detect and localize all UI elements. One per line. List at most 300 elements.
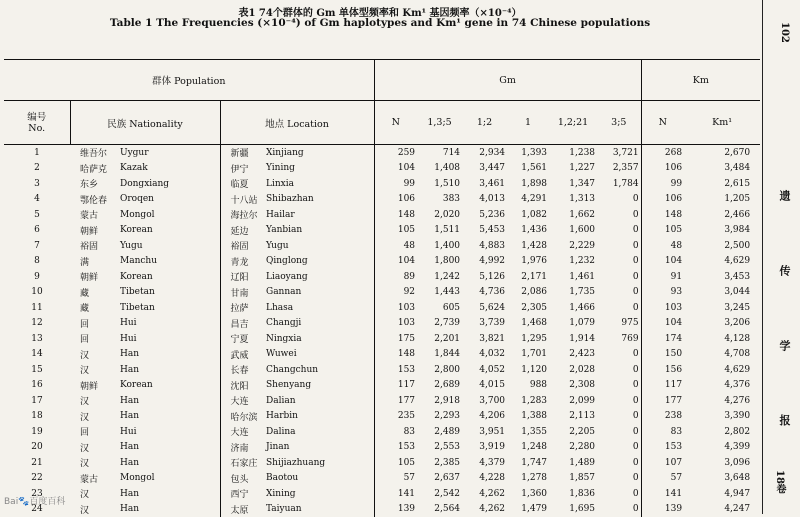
cell-freq-1-2-21: 1,466 bbox=[549, 300, 597, 316]
cell-n-km: 139 bbox=[641, 502, 684, 517]
cell-freq-1-2: 4,736 bbox=[462, 285, 507, 301]
cell-freq-1: 1,428 bbox=[507, 238, 549, 254]
cell-row-no: 16 bbox=[4, 378, 70, 394]
cell-freq-km1: 4,708 bbox=[684, 347, 760, 363]
header-gm: Gm bbox=[374, 60, 641, 101]
cell-nationality-cn: 东乡 bbox=[70, 176, 118, 192]
cell-nationality-cn: 回 bbox=[70, 331, 118, 347]
cell-n-gm: 235 bbox=[374, 409, 417, 425]
cell-freq-3-5: 0 bbox=[597, 471, 641, 487]
cell-nationality-cn: 汉 bbox=[70, 486, 118, 502]
cell-nationality-en: Han bbox=[118, 393, 220, 409]
cell-location-en: Taiyuan bbox=[264, 502, 374, 517]
cell-row-no: 24 bbox=[4, 502, 70, 517]
cell-freq-3-5: 769 bbox=[597, 331, 641, 347]
cell-freq-1-2: 3,700 bbox=[462, 393, 507, 409]
cell-nationality-en: Han bbox=[118, 455, 220, 471]
cell-freq-1-2-21: 1,347 bbox=[549, 176, 597, 192]
table-row bbox=[4, 440, 760, 456]
cell-n-gm: 103 bbox=[374, 316, 417, 332]
cell-freq-3-5: 0 bbox=[597, 455, 641, 471]
table-row bbox=[4, 424, 760, 440]
table-row bbox=[4, 300, 760, 316]
header-haplotype-1: 1 bbox=[507, 101, 549, 145]
cell-freq-3-5: 0 bbox=[597, 238, 641, 254]
cell-freq-1-2-21: 2,028 bbox=[549, 362, 597, 378]
cell-freq-1: 1,898 bbox=[507, 176, 549, 192]
cell-freq-1-3-5: 2,385 bbox=[417, 455, 462, 471]
cell-freq-1-3-5: 1,511 bbox=[417, 223, 462, 239]
cell-n-gm: 259 bbox=[374, 145, 417, 161]
cell-freq-1: 1,479 bbox=[507, 502, 549, 517]
cell-nationality-en: Han bbox=[118, 486, 220, 502]
page-divider bbox=[762, 0, 763, 514]
cell-location-en: Shijiazhuang bbox=[264, 455, 374, 471]
cell-n-gm: 105 bbox=[374, 455, 417, 471]
cell-freq-km1: 3,648 bbox=[684, 471, 760, 487]
cell-freq-km1: 3,453 bbox=[684, 269, 760, 285]
cell-row-no: 4 bbox=[4, 192, 70, 208]
cell-n-gm: 105 bbox=[374, 223, 417, 239]
header-km1: Km¹ bbox=[684, 101, 760, 145]
cell-freq-3-5: 0 bbox=[597, 347, 641, 363]
cell-location-en: Yining bbox=[264, 161, 374, 177]
cell-n-km: 148 bbox=[641, 207, 684, 223]
cell-freq-1-2: 3,951 bbox=[462, 424, 507, 440]
cell-freq-km1: 2,670 bbox=[684, 145, 760, 161]
cell-n-gm: 104 bbox=[374, 254, 417, 270]
cell-location-cn: 武威 bbox=[220, 347, 264, 363]
cell-freq-1-2: 4,015 bbox=[462, 378, 507, 394]
cell-nationality-cn: 回 bbox=[70, 424, 118, 440]
cell-n-gm: 139 bbox=[374, 502, 417, 517]
cell-nationality-en: Tibetan bbox=[118, 285, 220, 301]
cell-n-gm: 177 bbox=[374, 393, 417, 409]
table-row bbox=[4, 238, 760, 254]
cell-row-no: 1 bbox=[4, 145, 70, 161]
cell-n-gm: 83 bbox=[374, 424, 417, 440]
cell-n-km: 99 bbox=[641, 176, 684, 192]
cell-nationality-cn: 藏 bbox=[70, 300, 118, 316]
header-nationality: 民族 Nationality bbox=[70, 101, 220, 145]
cell-n-km: 141 bbox=[641, 486, 684, 502]
cell-freq-1: 2,086 bbox=[507, 285, 549, 301]
cell-n-gm: 99 bbox=[374, 176, 417, 192]
table-row bbox=[4, 192, 760, 208]
table-row bbox=[4, 176, 760, 192]
table-row bbox=[4, 161, 760, 177]
cell-freq-3-5: 0 bbox=[597, 269, 641, 285]
cell-n-gm: 103 bbox=[374, 300, 417, 316]
cell-nationality-cn: 汉 bbox=[70, 409, 118, 425]
journal-title: 遗 传 学 报 bbox=[770, 190, 792, 456]
cell-freq-km1: 3,484 bbox=[684, 161, 760, 177]
cell-freq-1-2-21: 2,280 bbox=[549, 440, 597, 456]
cell-freq-1-3-5: 2,918 bbox=[417, 393, 462, 409]
cell-freq-1: 1,701 bbox=[507, 347, 549, 363]
cell-freq-1-2-21: 1,914 bbox=[549, 331, 597, 347]
cell-freq-1-2: 5,236 bbox=[462, 207, 507, 223]
table-row bbox=[4, 409, 760, 425]
cell-freq-1: 4,291 bbox=[507, 192, 549, 208]
cell-freq-1-2: 4,206 bbox=[462, 409, 507, 425]
cell-location-cn: 裕固 bbox=[220, 238, 264, 254]
cell-freq-km1: 4,629 bbox=[684, 254, 760, 270]
cell-freq-1-2: 3,739 bbox=[462, 316, 507, 332]
cell-n-gm: 141 bbox=[374, 486, 417, 502]
cell-freq-1-2-21: 2,423 bbox=[549, 347, 597, 363]
cell-freq-1-2-21: 1,227 bbox=[549, 161, 597, 177]
cell-freq-1-2-21: 2,113 bbox=[549, 409, 597, 425]
cell-freq-1-2: 4,262 bbox=[462, 486, 507, 502]
cell-row-no: 23 bbox=[4, 486, 70, 502]
cell-location-en: Xinjiang bbox=[264, 145, 374, 161]
cell-n-gm: 57 bbox=[374, 471, 417, 487]
cell-freq-3-5: 2,357 bbox=[597, 161, 641, 177]
cell-freq-3-5: 0 bbox=[597, 486, 641, 502]
table-row bbox=[4, 269, 760, 285]
cell-location-en: Changchun bbox=[264, 362, 374, 378]
cell-location-en: Xining bbox=[264, 486, 374, 502]
cell-freq-1-2-21: 2,308 bbox=[549, 378, 597, 394]
cell-freq-3-5: 0 bbox=[597, 502, 641, 517]
cell-freq-1-3-5: 383 bbox=[417, 192, 462, 208]
cell-location-en: Yanbian bbox=[264, 223, 374, 239]
cell-freq-1-2-21: 1,238 bbox=[549, 145, 597, 161]
cell-location-en: Harbin bbox=[264, 409, 374, 425]
cell-freq-1-2: 3,919 bbox=[462, 440, 507, 456]
cell-freq-1: 1,278 bbox=[507, 471, 549, 487]
cell-freq-1-3-5: 605 bbox=[417, 300, 462, 316]
cell-location-cn: 临夏 bbox=[220, 176, 264, 192]
cell-freq-1: 1,393 bbox=[507, 145, 549, 161]
cell-n-gm: 153 bbox=[374, 362, 417, 378]
cell-nationality-en: Han bbox=[118, 347, 220, 363]
header-no: 编号 No. bbox=[4, 101, 70, 145]
table-row bbox=[4, 471, 760, 487]
caption-chinese: 表1 74个群体的 Gm 单体型频率和 Km¹ 基因频率（×10⁻⁴） bbox=[0, 4, 760, 19]
cell-freq-km1: 3,984 bbox=[684, 223, 760, 239]
cell-freq-km1: 4,276 bbox=[684, 393, 760, 409]
cell-nationality-en: Yugu bbox=[118, 238, 220, 254]
cell-freq-km1: 4,629 bbox=[684, 362, 760, 378]
cell-freq-1-2: 5,126 bbox=[462, 269, 507, 285]
cell-freq-km1: 4,128 bbox=[684, 331, 760, 347]
cell-freq-1: 1,082 bbox=[507, 207, 549, 223]
cell-n-km: 150 bbox=[641, 347, 684, 363]
cell-location-cn: 新疆 bbox=[220, 145, 264, 161]
cell-row-no: 5 bbox=[4, 207, 70, 223]
page-number: 102 bbox=[779, 22, 790, 43]
cell-freq-1: 1,388 bbox=[507, 409, 549, 425]
cell-freq-1-2-21: 1,662 bbox=[549, 207, 597, 223]
cell-n-km: 48 bbox=[641, 238, 684, 254]
cell-row-no: 13 bbox=[4, 331, 70, 347]
cell-freq-km1: 4,947 bbox=[684, 486, 760, 502]
cell-nationality-en: Manchu bbox=[118, 254, 220, 270]
table-row bbox=[4, 207, 760, 223]
cell-row-no: 18 bbox=[4, 409, 70, 425]
cell-nationality-en: Hui bbox=[118, 316, 220, 332]
cell-freq-3-5: 0 bbox=[597, 409, 641, 425]
cell-nationality-en: Hui bbox=[118, 424, 220, 440]
cell-freq-1-2: 5,624 bbox=[462, 300, 507, 316]
cell-row-no: 7 bbox=[4, 238, 70, 254]
cell-location-cn: 海拉尔 bbox=[220, 207, 264, 223]
cell-nationality-en: Oroqen bbox=[118, 192, 220, 208]
cell-freq-3-5: 3,721 bbox=[597, 145, 641, 161]
cell-freq-3-5: 1,784 bbox=[597, 176, 641, 192]
cell-freq-1-2-21: 1,489 bbox=[549, 455, 597, 471]
header-haplotype-1-3-5: 1,3;5 bbox=[417, 101, 462, 145]
cell-nationality-cn: 朝鲜 bbox=[70, 269, 118, 285]
cell-location-en: Shibazhan bbox=[264, 192, 374, 208]
cell-freq-1-3-5: 2,020 bbox=[417, 207, 462, 223]
cell-freq-1-3-5: 1,510 bbox=[417, 176, 462, 192]
cell-nationality-cn: 朝鲜 bbox=[70, 378, 118, 394]
cell-nationality-cn: 蒙古 bbox=[70, 207, 118, 223]
cell-freq-1-3-5: 2,553 bbox=[417, 440, 462, 456]
cell-row-no: 22 bbox=[4, 471, 70, 487]
cell-freq-km1: 3,096 bbox=[684, 455, 760, 471]
cell-row-no: 17 bbox=[4, 393, 70, 409]
cell-freq-1-2-21: 1,313 bbox=[549, 192, 597, 208]
cell-nationality-cn: 哈萨克 bbox=[70, 161, 118, 177]
cell-row-no: 8 bbox=[4, 254, 70, 270]
cell-location-en: Lhasa bbox=[264, 300, 374, 316]
cell-freq-1-2: 4,013 bbox=[462, 192, 507, 208]
cell-nationality-en: Mongol bbox=[118, 207, 220, 223]
cell-nationality-cn: 汉 bbox=[70, 455, 118, 471]
cell-location-cn: 甘南 bbox=[220, 285, 264, 301]
cell-freq-3-5: 0 bbox=[597, 254, 641, 270]
cell-freq-1-2-21: 1,857 bbox=[549, 471, 597, 487]
cell-nationality-cn: 藏 bbox=[70, 285, 118, 301]
cell-nationality-cn: 汉 bbox=[70, 502, 118, 517]
cell-location-cn: 伊宁 bbox=[220, 161, 264, 177]
cell-freq-1: 1,120 bbox=[507, 362, 549, 378]
cell-freq-1-2-21: 1,695 bbox=[549, 502, 597, 517]
watermark: Bai🐾百度百科 bbox=[4, 494, 65, 507]
cell-freq-1-3-5: 2,739 bbox=[417, 316, 462, 332]
cell-location-cn: 太原 bbox=[220, 502, 264, 517]
cell-freq-km1: 4,247 bbox=[684, 502, 760, 517]
cell-freq-1: 1,976 bbox=[507, 254, 549, 270]
header-n-gm: N bbox=[374, 101, 417, 145]
cell-freq-3-5: 0 bbox=[597, 378, 641, 394]
cell-n-km: 104 bbox=[641, 316, 684, 332]
cell-freq-1-2-21: 1,735 bbox=[549, 285, 597, 301]
cell-freq-km1: 3,245 bbox=[684, 300, 760, 316]
cell-freq-1-2: 4,228 bbox=[462, 471, 507, 487]
cell-location-cn: 延边 bbox=[220, 223, 264, 239]
cell-location-en: Jinan bbox=[264, 440, 374, 456]
cell-nationality-cn: 满 bbox=[70, 254, 118, 270]
cell-freq-1: 988 bbox=[507, 378, 549, 394]
cell-row-no: 9 bbox=[4, 269, 70, 285]
cell-location-cn: 大连 bbox=[220, 424, 264, 440]
cell-nationality-en: Uygur bbox=[118, 145, 220, 161]
table-row bbox=[4, 254, 760, 270]
cell-row-no: 21 bbox=[4, 455, 70, 471]
cell-nationality-en: Dongxiang bbox=[118, 176, 220, 192]
cell-n-km: 268 bbox=[641, 145, 684, 161]
cell-freq-3-5: 0 bbox=[597, 362, 641, 378]
header-haplotype-1-2-21: 1,2;21 bbox=[549, 101, 597, 145]
cell-n-gm: 92 bbox=[374, 285, 417, 301]
cell-location-cn: 哈尔滨 bbox=[220, 409, 264, 425]
cell-location-cn: 大连 bbox=[220, 393, 264, 409]
cell-freq-1: 1,436 bbox=[507, 223, 549, 239]
cell-freq-1-3-5: 1,242 bbox=[417, 269, 462, 285]
cell-location-en: Yugu bbox=[264, 238, 374, 254]
cell-freq-3-5: 0 bbox=[597, 192, 641, 208]
cell-nationality-en: Han bbox=[118, 440, 220, 456]
cell-freq-1-2: 3,461 bbox=[462, 176, 507, 192]
table-row bbox=[4, 455, 760, 471]
cell-n-km: 103 bbox=[641, 300, 684, 316]
cell-nationality-en: Kazak bbox=[118, 161, 220, 177]
cell-freq-1-2: 4,992 bbox=[462, 254, 507, 270]
cell-freq-km1: 2,500 bbox=[684, 238, 760, 254]
cell-n-km: 106 bbox=[641, 192, 684, 208]
cell-location-cn: 沈阳 bbox=[220, 378, 264, 394]
cell-nationality-en: Mongol bbox=[118, 471, 220, 487]
cell-location-cn: 辽阳 bbox=[220, 269, 264, 285]
cell-freq-3-5: 975 bbox=[597, 316, 641, 332]
cell-freq-km1: 3,206 bbox=[684, 316, 760, 332]
cell-freq-1-2: 4,379 bbox=[462, 455, 507, 471]
cell-freq-km1: 3,390 bbox=[684, 409, 760, 425]
cell-freq-1: 2,305 bbox=[507, 300, 549, 316]
cell-freq-1-2-21: 1,461 bbox=[549, 269, 597, 285]
cell-freq-km1: 4,376 bbox=[684, 378, 760, 394]
cell-freq-1: 1,295 bbox=[507, 331, 549, 347]
cell-n-gm: 175 bbox=[374, 331, 417, 347]
cell-freq-1-2-21: 1,600 bbox=[549, 223, 597, 239]
cell-freq-1-2: 4,032 bbox=[462, 347, 507, 363]
cell-n-km: 117 bbox=[641, 378, 684, 394]
cell-freq-1-3-5: 2,489 bbox=[417, 424, 462, 440]
table-row bbox=[4, 331, 760, 347]
cell-nationality-en: Han bbox=[118, 502, 220, 517]
cell-n-km: 83 bbox=[641, 424, 684, 440]
cell-freq-1-2: 2,934 bbox=[462, 145, 507, 161]
cell-n-gm: 106 bbox=[374, 192, 417, 208]
table-row bbox=[4, 285, 760, 301]
cell-row-no: 10 bbox=[4, 285, 70, 301]
cell-n-gm: 148 bbox=[374, 347, 417, 363]
cell-location-en: Wuwei bbox=[264, 347, 374, 363]
cell-location-cn: 包头 bbox=[220, 471, 264, 487]
cell-freq-1-2-21: 1,232 bbox=[549, 254, 597, 270]
cell-freq-1-2-21: 2,205 bbox=[549, 424, 597, 440]
cell-n-km: 106 bbox=[641, 161, 684, 177]
cell-row-no: 19 bbox=[4, 424, 70, 440]
cell-freq-3-5: 0 bbox=[597, 285, 641, 301]
cell-nationality-en: Korean bbox=[118, 269, 220, 285]
cell-nationality-cn: 汉 bbox=[70, 440, 118, 456]
cell-location-cn: 十八站 bbox=[220, 192, 264, 208]
header-location: 地点 Location bbox=[220, 101, 374, 145]
table-row bbox=[4, 378, 760, 394]
cell-location-en: Dalian bbox=[264, 393, 374, 409]
cell-nationality-en: Korean bbox=[118, 223, 220, 239]
header-km: Km bbox=[641, 60, 760, 101]
cell-freq-3-5: 0 bbox=[597, 393, 641, 409]
cell-location-cn: 济南 bbox=[220, 440, 264, 456]
cell-freq-3-5: 0 bbox=[597, 207, 641, 223]
cell-freq-1-2: 4,883 bbox=[462, 238, 507, 254]
cell-n-km: 93 bbox=[641, 285, 684, 301]
cell-n-km: 91 bbox=[641, 269, 684, 285]
table-row bbox=[4, 362, 760, 378]
cell-nationality-cn: 鄂伦春 bbox=[70, 192, 118, 208]
cell-freq-3-5: 0 bbox=[597, 424, 641, 440]
table-row bbox=[4, 145, 760, 161]
volume-label: 18卷 bbox=[772, 470, 787, 494]
cell-n-gm: 104 bbox=[374, 161, 417, 177]
cell-n-km: 104 bbox=[641, 254, 684, 270]
cell-n-gm: 148 bbox=[374, 207, 417, 223]
cell-freq-1-3-5: 1,443 bbox=[417, 285, 462, 301]
cell-n-km: 153 bbox=[641, 440, 684, 456]
cell-n-gm: 153 bbox=[374, 440, 417, 456]
header-n-km: N bbox=[641, 101, 684, 145]
cell-freq-km1: 3,044 bbox=[684, 285, 760, 301]
table-row bbox=[4, 347, 760, 363]
cell-location-en: Liaoyang bbox=[264, 269, 374, 285]
cell-row-no: 14 bbox=[4, 347, 70, 363]
cell-nationality-cn: 裕固 bbox=[70, 238, 118, 254]
cell-location-cn: 石家庄 bbox=[220, 455, 264, 471]
cell-nationality-en: Hui bbox=[118, 331, 220, 347]
caption-english: Table 1 The Frequencies (×10⁻⁴) of Gm haplotypes and Km¹ gene in 74 Chinese populations bbox=[0, 17, 760, 29]
cell-freq-1-2: 5,453 bbox=[462, 223, 507, 239]
cell-nationality-en: Han bbox=[118, 362, 220, 378]
cell-row-no: 3 bbox=[4, 176, 70, 192]
cell-freq-1-2-21: 2,229 bbox=[549, 238, 597, 254]
header-haplotype-3-5: 3;5 bbox=[597, 101, 641, 145]
cell-location-en: Shenyang bbox=[264, 378, 374, 394]
cell-freq-1-3-5: 1,400 bbox=[417, 238, 462, 254]
cell-n-gm: 89 bbox=[374, 269, 417, 285]
cell-nationality-cn: 维吾尔 bbox=[70, 145, 118, 161]
cell-nationality-cn: 汉 bbox=[70, 362, 118, 378]
cell-location-cn: 宁夏 bbox=[220, 331, 264, 347]
cell-n-gm: 117 bbox=[374, 378, 417, 394]
cell-freq-3-5: 0 bbox=[597, 440, 641, 456]
cell-location-en: Linxia bbox=[264, 176, 374, 192]
cell-location-en: Qinglong bbox=[264, 254, 374, 270]
cell-freq-km1: 4,399 bbox=[684, 440, 760, 456]
cell-location-cn: 西宁 bbox=[220, 486, 264, 502]
cell-location-en: Gannan bbox=[264, 285, 374, 301]
cell-freq-1-2-21: 1,836 bbox=[549, 486, 597, 502]
header-haplotype-1-2: 1;2 bbox=[462, 101, 507, 145]
cell-location-cn: 长春 bbox=[220, 362, 264, 378]
cell-freq-1-3-5: 2,689 bbox=[417, 378, 462, 394]
cell-row-no: 11 bbox=[4, 300, 70, 316]
cell-location-cn: 昌吉 bbox=[220, 316, 264, 332]
cell-freq-1: 1,355 bbox=[507, 424, 549, 440]
cell-freq-1: 1,248 bbox=[507, 440, 549, 456]
cell-freq-3-5: 0 bbox=[597, 223, 641, 239]
cell-freq-1: 1,747 bbox=[507, 455, 549, 471]
cell-row-no: 6 bbox=[4, 223, 70, 239]
cell-freq-1: 1,283 bbox=[507, 393, 549, 409]
frequency-table bbox=[4, 59, 760, 517]
